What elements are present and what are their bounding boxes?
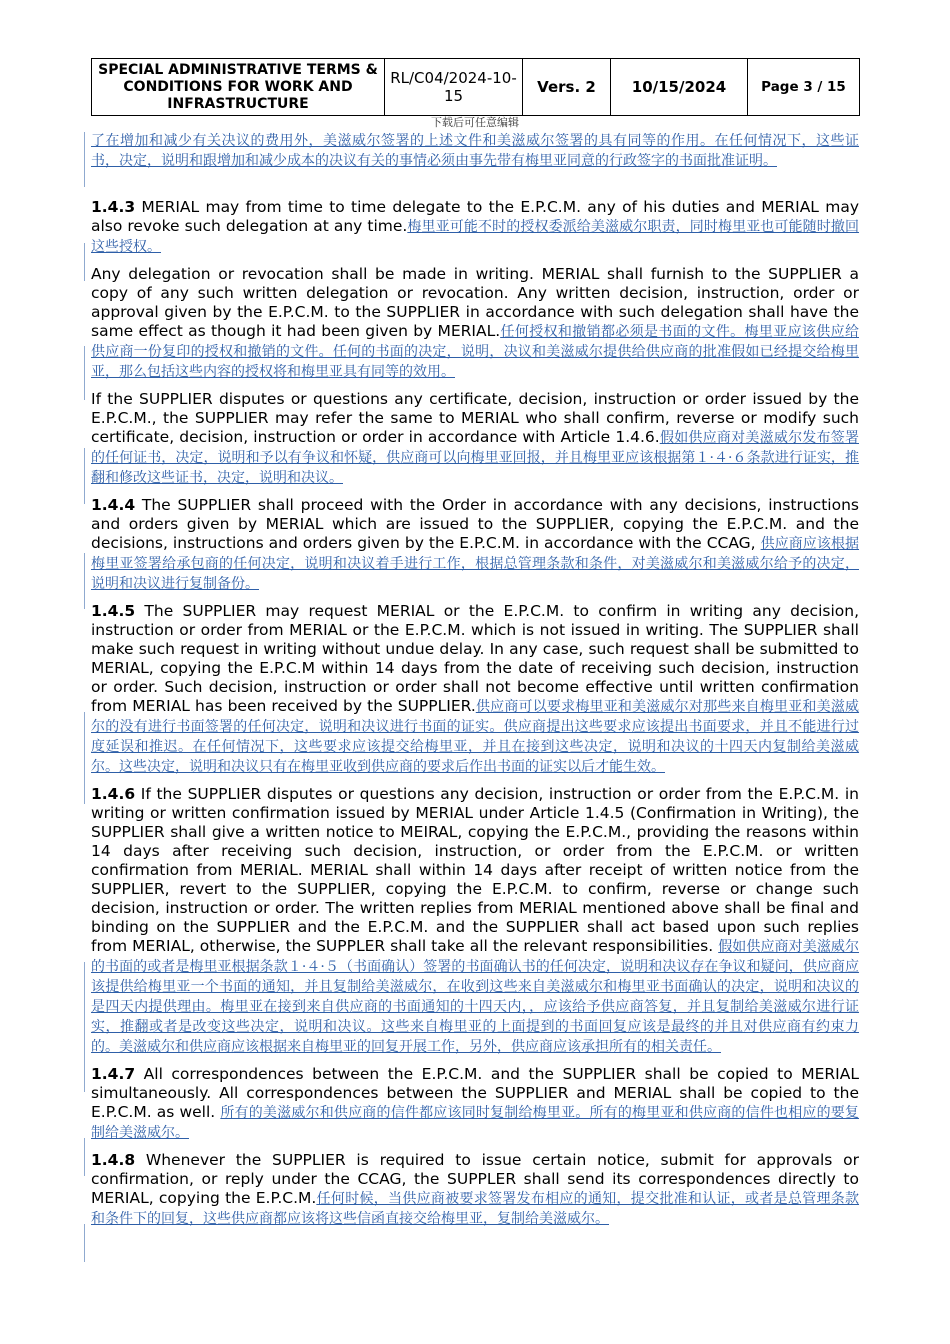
english-text: All correspondences between the E.P.C.M. and the SUPPLIER shall be copied to MERIAL simultaneously. All correspondences between the SUPPLIER and MERIAL shall be copied to the E.P.C.M. as well. [91,1065,859,1121]
english-text: Whenever the SUPPLIER is required to issue certain notice, submit for approvals or confirmation, or reply under the CCAG, the SUPPLER shall send its correspondences directly to MERIAL, copying the E.P.C.M. [91,1151,859,1207]
paragraph-1-4-4 [91,496,859,594]
paragraph-spacer [91,171,859,198]
chinese-translation: 供应商可以要求梅里亚和美滋威尔对那些来自梅里亚和美滋威尔的没有进行书面签署的任何决定，说明和决议进行书面的证实。供应商提出这些要求应该提出书面要求，并且不能进行过度延误和推迟。在任何情况下，这些要求应该提交给梅里亚，并且在接到这些决定，说明和决议的十四天内复制给美滋威尔。这些决定，说明和决议只有在梅里亚收到供应商的要求后作出书面的证实以后才能生效。 [91,699,860,775]
document-title: SPECIAL ADMINISTRATIVE TERMS & CONDITIONS FOR WORK AND INFRASTRUCTURE [92,59,385,116]
paragraph-1-4-5 [91,602,859,777]
chinese-translation: 供应商应该根据梅里亚签署给承包商的任何决定，说明和决议着手进行工作，根据总管理条款和条件，对美滋威尔和美滋威尔给予的决定，说明和决议进行复制备份。 [91,536,860,592]
document-body [91,131,859,1237]
clause-number: 1.4.5 [91,602,136,620]
english-text: The SUPPLIER may request MERIAL or the E.P.C.M. to confirm in writing any decision, instruction or order from MERIAL or the E.P.C.M. which is not issued in writing. The SUPPLIER shall make such request in writing without undue delay. In any case, such request shall be submitted to MERIAL, copying the E.P.C.M within 14 days from the date of receiving such decision, instruction or order. Such decision, instruction or order shall not become effective until written confirmation from MERIAL has been received by the SUPPLIER. [91,602,859,715]
paragraph-1-4-6 [91,785,859,1057]
document-reference: RL/C04/2024-10-15 [385,59,523,116]
chinese-translation: 梅里亚可能不时的授权委派给美滋威尔职责，同时梅里亚也可能随时撤回这些授权。 [91,219,859,255]
revision-bar [84,448,85,504]
clause-number: 1.4.8 [91,1151,136,1169]
clause-number: 1.4.6 [91,785,136,803]
paragraph-disputes [91,390,859,488]
english-text: Any delegation or revocation shall be made in writing. MERIAL shall furnish to the SUPPLIER a copy of any such written delegation or revocation. Any written decision, instruction, order or approval given by the E.P.C.M. to the SUPPLIER in accordance with such delegation shall have the same effect as though it had been given by MERIAL. [91,265,859,340]
document-header [91,58,860,116]
clause-number: 1.4.7 [91,1065,136,1083]
download-watermark: 下载后可任意编辑 [431,116,519,129]
revision-bar [84,346,85,400]
paragraph-1-4-7 [91,1065,859,1143]
chinese-translation: 了在增加和减少有关决议的费用外，美滋威尔签署的上述文件和美滋威尔签署的具有同等的作用。在任何情况下，这些证书，决定，说明和跟增加和减少成本的决议有关的事情必须由事先带有梅里亚同意的行政签字的书面批准证明。 [91,133,859,169]
revision-bar [84,243,85,281]
chinese-translation: 任何授权和撤销都必须是书面的文件。梅里亚应该供应给供应商一份复印的授权和撤销的文件。任何的书面的决定，说明，决议和美滋威尔提供给供应商的批准假如已经提交给梅里亚，那么包括这些内容的授权将和梅里亚具有同等的效用。 [91,324,859,380]
revision-bar [84,132,85,187]
chinese-translation: 假如供应商对美滋威尔的书面的或者是梅里亚根据条款１·４·５（书面确认）签署的书面确认书的任何决定，说明和决议存在争议和疑问，供应商应该提供给梅里亚一个书面的通知，并且复制给美滋威尔，在收到这些来自美滋威尔和梅里亚书面确认的决定，说明和决议的是四天内提供理由。梅里亚在接到来自供应商的书面通知的十四天内，，应该给予供应商答复，并且复制给美滋威尔进行证实，推翻或者是改变这些决定，说明和决议。这些来自梅里亚的上面提到的书面回复应该是最终的并且对供应商有约束力的。美滋威尔和供应商应该根据来自梅里亚的回复开展工作，另外，供应商应该承担所有的相关责任。 [91,939,859,1055]
revision-bar [84,962,85,1092]
chinese-translation: 假如供应商对美滋威尔发布签署的任何证书，决定，说明和予以有争议和怀疑，供应商可以向梅里亚回报，并且梅里亚应该根据第１·４·６条款进行证实，推翻和修改这些证书，决定，说明和决议。 [91,430,859,486]
revision-bar [84,1138,85,1176]
document-date: 10/15/2024 [611,59,748,116]
clause-number: 1.4.4 [91,496,136,514]
english-text: The SUPPLIER shall proceed with the Order in accordance with any decisions, instructions and orders given by MERIAL which are issued to the SUPPLIER, copying the E.P.C.M. and the decisions, instructions and orders given by the E.P.C.M. in accordance with the CCAG, [91,496,859,552]
paragraph-intro [91,131,859,171]
paragraph-1-4-8 [91,1151,859,1229]
page-number: Page 3 / 15 [748,59,860,116]
clause-number: 1.4.3 [91,198,136,216]
revision-bar [84,553,85,609]
revision-bar [84,712,85,804]
revision-bar [84,1224,85,1262]
paragraph-delegation [91,265,859,382]
english-text: MERIAL may from time to time delegate to the E.P.C.M. any of his duties and MERIAL may also revoke such delegation at any time. [91,198,859,235]
english-text: If the SUPPLIER disputes or questions any certificate, decision, instruction or order issued by the E.P.C.M., the SUPPLIER may refer the same to MERIAL who shall confirm, reverse or modify such certificate, decision, instruction or order in accordance with Article 1.4.6. [91,390,859,446]
paragraph-1-4-3 [91,198,859,257]
chinese-translation: 任何时候，当供应商被要求签署发布相应的通知，提交批准和认证，或者是总管理条款和条件下的回复，这些供应商都应该将这些信函直接交给梅里亚，复制给美滋威尔。 [91,1191,860,1227]
english-text: If the SUPPLIER disputes or questions any decision, instruction or order from the E.P.C.M. in writing or written confirmation issued by MERIAL under Article 1.4.5 (Confirmation in Writing), the SUPPLIER shall give a written notice to MEIRAL, copying the E.P.C.M., providing the reasons within 14 days after receiving such decision, instruction, or order from the E.P.C.M. or written confirmation from MERIAL. MERIAL shall within 14 days after receipt of written notice from the SUPPLIER, revert to the SUPPLIER, copying the E.P.C.M. to confirm, reverse or change such decision, instruction or order. The written replies from MERIAL mentioned above shall be final and binding on the SUPPLIER and the E.P.C.M. and the SUPPLIER shall act based upon such replies from MERIAL, otherwise, the SUPPLER shall take all the relevant responsibilities. [91,785,859,955]
document-version: Vers. 2 [523,59,611,116]
chinese-translation: 所有的美滋威尔和供应商的信件都应该同时复制给梅里亚。所有的梅里亚和供应商的信件也相应的要复制给美滋威尔。 [91,1105,860,1141]
